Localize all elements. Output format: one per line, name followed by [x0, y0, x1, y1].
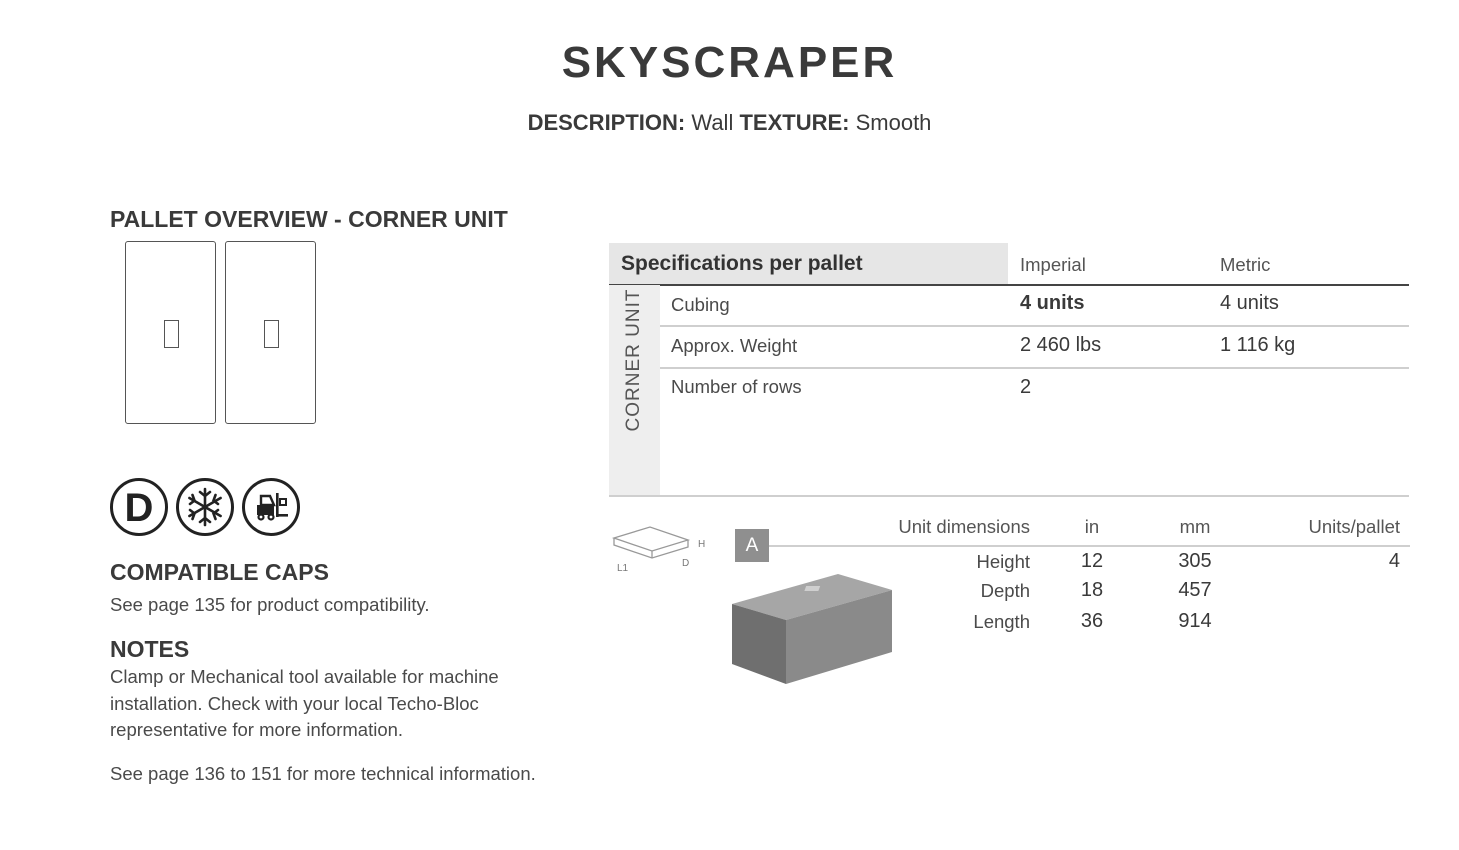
notes-paragraph-2: See page 136 to 151 for more technical information. — [110, 763, 536, 784]
texture-value: Smooth — [855, 110, 932, 135]
description-label: DESCRIPTION: — [527, 110, 686, 135]
dim-row-label: Length — [973, 611, 1030, 632]
unit-badge: A — [735, 529, 769, 562]
d-rating-icon — [110, 478, 168, 536]
spec-side-label: CORNER UNIT — [623, 288, 644, 432]
page-subtitle — [0, 110, 1459, 136]
spec-row-imperial: 2 — [1020, 376, 1032, 398]
dim-row-label: Height — [976, 551, 1030, 572]
pallet-unit-slot — [164, 320, 179, 348]
spec-header-label: Specifications per pallet — [621, 252, 863, 275]
dim-header-rule — [769, 545, 1410, 547]
diagram-label-h: H — [698, 539, 706, 550]
spec-row-metric: 4 units — [1220, 292, 1279, 314]
notes-paragraph-1: Clamp or Mechanical tool available for machine installation. Check with your local Techo-Bloc representative for more information. — [110, 666, 499, 740]
d-rating-letter: D — [124, 486, 154, 530]
page-title: SKYSCRAPER — [561, 38, 898, 87]
pallet-overview-heading: PALLET OVERVIEW - CORNER UNIT — [110, 206, 508, 232]
description-value: Wall — [691, 110, 734, 135]
dim-col-unit-dimensions: Unit dimensions — [898, 516, 1030, 537]
spec-col-imperial: Imperial — [1020, 254, 1086, 275]
dim-row-label: Depth — [980, 580, 1030, 601]
dim-col-in: in — [1084, 516, 1100, 537]
dim-row-units: 4 — [1388, 550, 1400, 572]
texture-label: TEXTURE: — [739, 110, 850, 135]
spec-row-label: Cubing — [671, 294, 730, 315]
dim-col-units-pallet: Units/pallet — [1308, 516, 1400, 537]
notes-heading: NOTES — [110, 636, 190, 662]
dim-row-mm: 457 — [1178, 579, 1212, 601]
block-3d-illustration — [728, 570, 898, 688]
compatible-caps-text: See page 135 for product compatibility. — [110, 594, 430, 615]
dim-row-in: 36 — [1080, 610, 1104, 632]
spec-row-imperial: 2 460 lbs — [1020, 334, 1102, 356]
spec-row-imperial: 4 units — [1020, 292, 1085, 314]
diagram-label-d: D — [682, 558, 690, 569]
spec-row-divider — [660, 325, 1409, 327]
dim-row-in: 18 — [1080, 579, 1104, 601]
dim-row-mm: 914 — [1178, 610, 1212, 632]
spec-row-label: Approx. Weight — [671, 335, 798, 356]
dim-row-in: 12 — [1080, 550, 1104, 572]
diagram-label-l: L1 — [617, 563, 629, 574]
compatible-caps-heading: COMPATIBLE CAPS — [110, 559, 329, 585]
spec-header-rule — [609, 284, 1409, 286]
forklift-icon-glyph — [249, 485, 293, 529]
pallet-unit-card — [125, 241, 216, 424]
pallet-unit-card — [225, 241, 316, 424]
snowflake-icon-glyph — [183, 485, 227, 529]
dim-col-mm: mm — [1179, 516, 1211, 537]
spec-col-metric: Metric — [1220, 254, 1271, 275]
spec-row-metric: 1 116 kg — [1220, 334, 1296, 356]
forklift-icon — [242, 478, 300, 536]
spec-row-divider — [660, 367, 1409, 369]
spec-row-label: Number of rows — [671, 376, 802, 397]
pallet-unit-slot — [264, 320, 279, 348]
spec-table-bottom-rule — [609, 495, 1409, 497]
dim-row-mm: 305 — [1178, 550, 1212, 572]
snowflake-icon — [176, 478, 234, 536]
